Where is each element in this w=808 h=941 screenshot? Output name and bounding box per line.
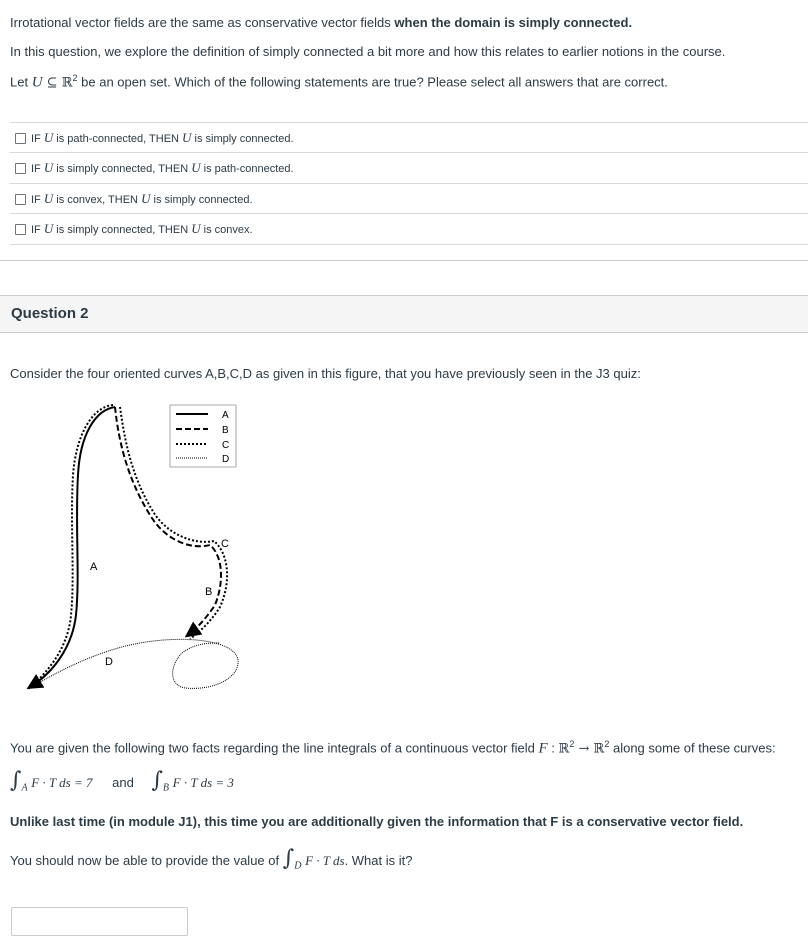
integral-b-expr: F · T ds = 3 [172, 775, 234, 790]
option-2-checkbox[interactable] [15, 163, 26, 174]
option-4-checkbox[interactable] [15, 224, 26, 235]
q1-prompt-line [10, 73, 668, 91]
curve-a [30, 407, 115, 687]
legend-b: B [222, 425, 229, 436]
option-2-label: IF U is simply connected, THEN U is path-connected. [31, 160, 294, 175]
integral-d-expr: F · T ds [305, 853, 345, 868]
integral-d-sub: D [294, 860, 302, 872]
legend-a: A [222, 410, 229, 421]
option-3[interactable] [10, 183, 808, 214]
curves-figure [0, 395, 260, 705]
option-2[interactable] [10, 152, 808, 183]
ask-prefix: You should now be able to provide the value of [10, 853, 283, 868]
curve-d [32, 639, 238, 688]
answer-input[interactable] [11, 907, 188, 936]
facts-r1: ℝ [558, 741, 570, 757]
label-c: C [221, 538, 229, 550]
q1-prompt-r: ℝ [61, 75, 73, 91]
label-a: A [90, 561, 98, 573]
q1-intro-text: Irrotational vector fields are the same as conservative vector fields [10, 15, 395, 30]
question-2-header [0, 295, 808, 333]
facts-prefix: You are given the following two facts regarding the line integrals of a continuous vector field [10, 740, 539, 756]
q2-ask-line [10, 846, 412, 872]
option-3-label: IF U is convex, THEN U is simply connected. [31, 191, 253, 206]
q1-prompt-var-u: U [31, 74, 43, 91]
facts-r2: ℝ [593, 741, 605, 757]
option-3-checkbox[interactable] [15, 194, 26, 205]
q1-prompt-subset: ⊆ [42, 75, 62, 91]
facts-suffix: along some of these curves: [609, 740, 776, 756]
integral-sign-b: ∫ [151, 768, 163, 793]
q1-prompt-prefix: Let [10, 74, 32, 90]
integral-a-sub: A [21, 782, 28, 794]
integral-sign-a: ∫ [10, 768, 22, 793]
q2-facts-line [10, 739, 776, 757]
label-d: D [105, 656, 113, 668]
label-b: B [205, 586, 213, 598]
question-divider [0, 260, 808, 261]
curve-c [27, 405, 113, 690]
facts-colon: : [547, 740, 559, 756]
question-2-title: Question 2 [11, 305, 89, 322]
option-1-label: IF U is path-connected, THEN U is simply connected. [31, 130, 294, 145]
integral-sign-d: ∫ [282, 846, 295, 871]
facts-exp1: 2 [569, 739, 575, 749]
q1-intro-bold: when the domain is simply connected. [394, 15, 633, 30]
and-word: and [112, 775, 134, 790]
option-4-label: IF U is simply connected, THEN U is convex. [31, 221, 253, 236]
option-4[interactable] [10, 213, 808, 245]
legend-c: C [222, 440, 230, 451]
q1-intro-line [10, 15, 632, 30]
legend-d: D [222, 454, 230, 465]
q1-explore-line: In this question, we explore the definition of simply connected a bit more and how this relates to earlier notions in the course. [10, 44, 726, 59]
facts-arrow: → [574, 741, 594, 757]
option-1-checkbox[interactable] [15, 133, 26, 144]
facts-f: F [538, 740, 548, 757]
q1-prompt-suffix: be an open set. Which of the following statements are true? Please select all answers that are correct. [77, 74, 668, 90]
ask-suffix: . What is it? [344, 853, 413, 868]
conservative-note: Unlike last time (in module J1), this time you are additionally given the information that F is a conservative vector field. [10, 814, 744, 829]
q1-prompt-exp: 2 [72, 73, 78, 83]
q2-intro: Consider the four oriented curves A,B,C,D as given in this figure, that you have previously seen in the J3 quiz: [10, 366, 641, 381]
integral-facts [10, 768, 234, 794]
integral-a-expr: F · T ds = 7 [31, 775, 93, 790]
facts-exp2: 2 [604, 739, 610, 749]
option-1[interactable] [10, 122, 808, 153]
integral-b-sub: B [162, 782, 170, 794]
